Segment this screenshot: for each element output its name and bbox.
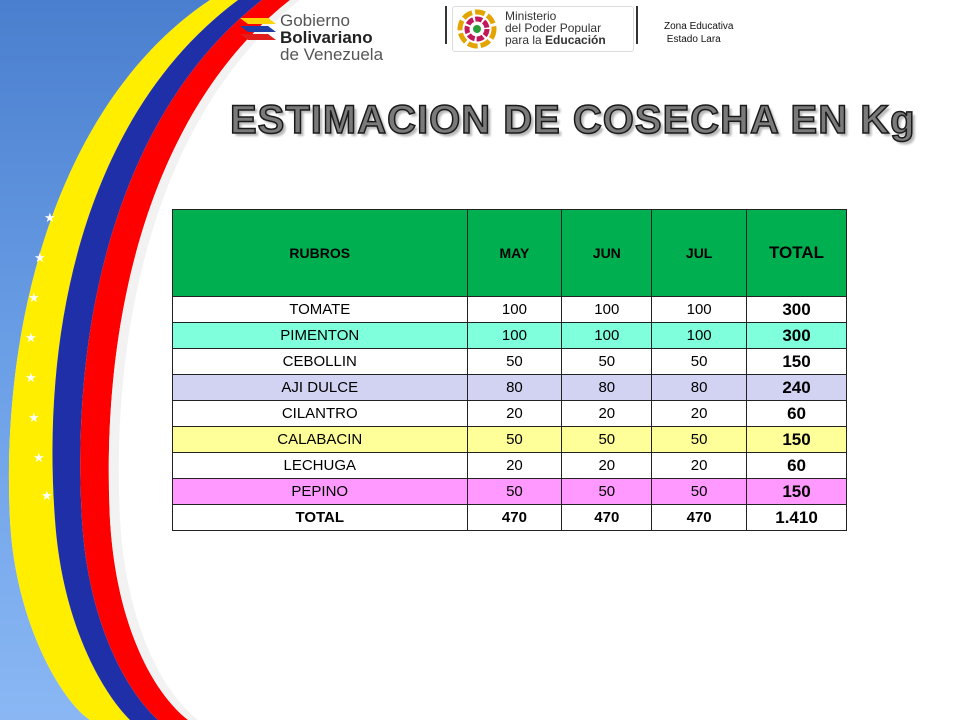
row-label: PIMENTON xyxy=(173,323,468,349)
row-label: CILANTRO xyxy=(173,401,468,427)
svg-text:★: ★ xyxy=(25,331,37,346)
month-cell: 50 xyxy=(467,349,562,375)
month-cell: 80 xyxy=(467,375,562,401)
month-cell: 100 xyxy=(467,297,562,323)
page-title: ESTIMACION DE COSECHA EN Kg xyxy=(230,98,916,142)
row-label: TOTAL xyxy=(173,505,468,531)
ministerio-emblem-icon xyxy=(457,9,497,49)
month-cell: 50 xyxy=(652,479,747,505)
svg-text:★: ★ xyxy=(44,211,56,226)
header-divider xyxy=(445,6,447,44)
ministerio-logo xyxy=(452,6,634,52)
month-cell: 50 xyxy=(562,349,652,375)
ministerio-text: Ministerio del Poder Popular para la Educación xyxy=(505,9,606,47)
month-cell: 50 xyxy=(652,427,747,453)
month-cell: 50 xyxy=(467,427,562,453)
month-cell: 20 xyxy=(652,401,747,427)
row-label: CALABACIN xyxy=(173,427,468,453)
table-row xyxy=(173,401,847,427)
row-label: LECHUGA xyxy=(173,453,468,479)
month-cell: 20 xyxy=(467,401,562,427)
header-jun: JUN xyxy=(562,210,652,297)
zona-educativa-label: Zona Educativa Estado Lara xyxy=(664,21,734,45)
row-total-cell: 300 xyxy=(747,323,847,349)
flag-logo-icon xyxy=(238,10,278,50)
month-cell: 20 xyxy=(652,453,747,479)
svg-text:★: ★ xyxy=(28,411,40,426)
header-may: MAY xyxy=(467,210,562,297)
month-cell: 100 xyxy=(467,323,562,349)
row-total-cell: 150 xyxy=(747,427,847,453)
month-cell: 80 xyxy=(562,375,652,401)
table-row xyxy=(173,479,847,505)
row-total-cell: 300 xyxy=(747,297,847,323)
row-total-cell: 240 xyxy=(747,375,847,401)
header-jul: JUL xyxy=(652,210,747,297)
row-total-cell: 150 xyxy=(747,349,847,375)
harvest-table xyxy=(172,209,847,531)
row-total-cell: 60 xyxy=(747,453,847,479)
svg-text:★: ★ xyxy=(25,371,37,386)
table-row xyxy=(173,323,847,349)
row-total-cell: 60 xyxy=(747,401,847,427)
month-cell: 50 xyxy=(652,349,747,375)
table-row xyxy=(173,297,847,323)
gobierno-logo xyxy=(238,8,443,64)
table-row xyxy=(173,427,847,453)
svg-text:★: ★ xyxy=(41,489,53,504)
month-cell: 470 xyxy=(562,505,652,531)
row-total-cell: 1.410 xyxy=(747,505,847,531)
month-cell: 100 xyxy=(562,323,652,349)
row-total-cell: 150 xyxy=(747,479,847,505)
month-cell: 100 xyxy=(652,323,747,349)
gobierno-text: Gobierno Bolivariano de Venezuela xyxy=(280,11,384,64)
month-cell: 20 xyxy=(562,401,652,427)
row-label: CEBOLLIN xyxy=(173,349,468,375)
month-cell: 100 xyxy=(652,297,747,323)
header-total: TOTAL xyxy=(747,210,847,297)
table-total-row xyxy=(173,505,847,531)
month-cell: 100 xyxy=(562,297,652,323)
table-row xyxy=(173,375,847,401)
month-cell: 470 xyxy=(467,505,562,531)
month-cell: 50 xyxy=(562,427,652,453)
month-cell: 470 xyxy=(652,505,747,531)
row-label: TOMATE xyxy=(173,297,468,323)
row-label: PEPINO xyxy=(173,479,468,505)
row-label: AJI DULCE xyxy=(173,375,468,401)
svg-text:★: ★ xyxy=(33,451,45,466)
table-row xyxy=(173,453,847,479)
month-cell: 80 xyxy=(652,375,747,401)
table-header-row xyxy=(173,210,847,297)
month-cell: 50 xyxy=(562,479,652,505)
month-cell: 50 xyxy=(467,479,562,505)
svg-text:★: ★ xyxy=(28,291,40,306)
header-divider xyxy=(636,6,638,44)
month-cell: 20 xyxy=(467,453,562,479)
table-row xyxy=(173,349,847,375)
svg-text:★: ★ xyxy=(34,251,46,266)
month-cell: 20 xyxy=(562,453,652,479)
header-rubros: RUBROS xyxy=(173,210,468,297)
